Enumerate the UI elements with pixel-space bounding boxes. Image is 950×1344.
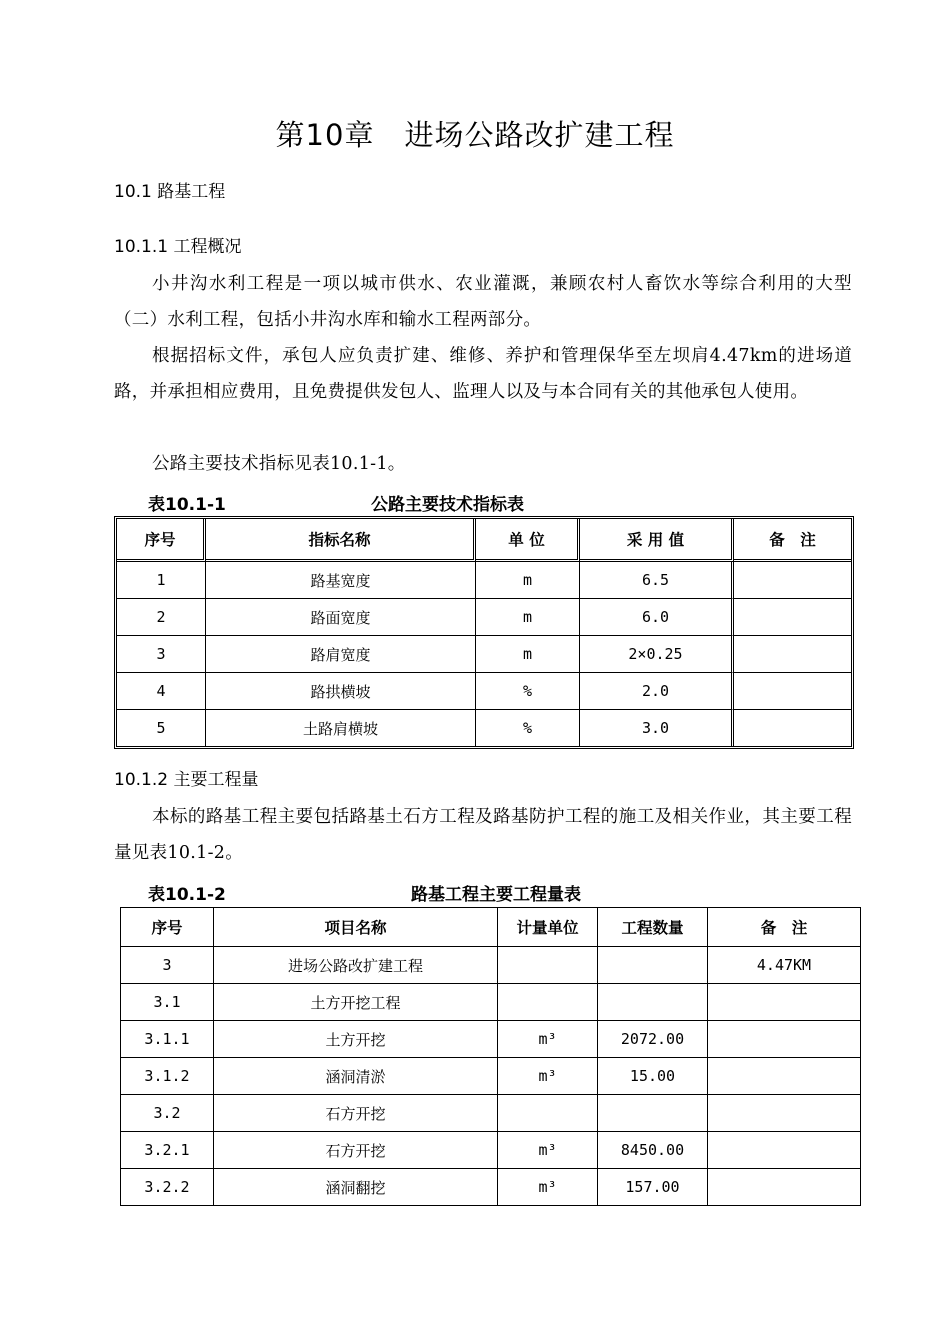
header-cell: 指标名称: [206, 519, 476, 562]
paragraph-quantities: 本标的路基工程主要包括路基土石方工程及路基防护工程的施工及相关作业，其主要工程量见表10.1-2。: [114, 807, 852, 863]
section-heading-10-1-2: 10.1.2 主要工程量: [114, 770, 259, 790]
table-cell: %: [476, 673, 580, 710]
table-cell: 4.47KM: [708, 947, 860, 984]
paragraph-table-ref: 公路主要技术指标见表10.1-1。: [152, 454, 406, 474]
table-cell: 3: [121, 947, 214, 984]
table-cell: [708, 1169, 860, 1205]
header-cell: 序号: [117, 519, 206, 562]
table-cell: [598, 947, 708, 984]
table-cell: m³: [498, 1058, 598, 1095]
table-cell: 3: [117, 636, 206, 673]
table-cell: 15.00: [598, 1058, 708, 1095]
table-cell: [734, 673, 851, 710]
table-cell: 3.1: [121, 984, 214, 1021]
section-heading-10-1-1: 10.1.1 工程概况: [114, 237, 242, 257]
paragraph-tender: 根据招标文件，承包人应负责扩建、维修、养护和管理保华至左坝肩4.47km的进场道路，并承担相应费用，且免费提供发包人、监理人以及与本合同有关的其他承包人使用。: [114, 346, 852, 402]
table-row: [117, 673, 851, 710]
header-cell: 备 注: [734, 519, 851, 562]
section-heading-10-1: 10.1 路基工程: [114, 182, 226, 202]
table-cell: 土方开挖: [214, 1021, 498, 1058]
table-cell: [708, 1095, 860, 1132]
table-cell: [734, 599, 851, 636]
table2-caption-title: 路基工程主要工程量表: [411, 885, 581, 905]
table-row: [121, 1095, 860, 1132]
table-cell: 6.0: [580, 599, 734, 636]
table-cell: m: [476, 636, 580, 673]
table-cell: 土方开挖工程: [214, 984, 498, 1021]
table-cell: 石方开挖: [214, 1132, 498, 1169]
header-cell: 单 位: [476, 519, 580, 562]
table-header-row: [117, 519, 851, 562]
table-row: [117, 599, 851, 636]
table-row: [117, 636, 851, 673]
table-row: [121, 1132, 860, 1169]
technical-index-table: [114, 516, 854, 749]
header-cell: 工程数量: [598, 908, 708, 947]
table-cell: 涵洞翻挖: [214, 1169, 498, 1205]
table-cell: [498, 947, 598, 984]
table-cell: m: [476, 562, 580, 599]
table-cell: 3.2.1: [121, 1132, 214, 1169]
table-cell: 3.1.2: [121, 1058, 214, 1095]
table-cell: 进场公路改扩建工程: [214, 947, 498, 984]
table-cell: [498, 1095, 598, 1132]
table-cell: 2072.00: [598, 1021, 708, 1058]
table-cell: %: [476, 710, 580, 746]
table-cell: 6.5: [580, 562, 734, 599]
table-cell: [734, 636, 851, 673]
header-cell: 序号: [121, 908, 214, 947]
quantity-table: [120, 907, 861, 1206]
header-cell: 备 注: [708, 908, 860, 947]
table1-caption-title: 公路主要技术指标表: [371, 495, 524, 515]
table-cell: 157.00: [598, 1169, 708, 1205]
table-cell: [708, 1058, 860, 1095]
table-cell: 路面宽度: [206, 599, 476, 636]
table-cell: [598, 1095, 708, 1132]
table-cell: 3.0: [580, 710, 734, 746]
table-cell: [734, 562, 851, 599]
table-cell: [708, 1132, 860, 1169]
table1-caption-number: 表10.1-1: [148, 495, 226, 515]
table-row: [121, 1058, 860, 1095]
table-cell: [708, 984, 860, 1021]
header-cell: 项目名称: [214, 908, 498, 947]
table2-caption-number: 表10.1-2: [148, 885, 226, 905]
table-cell: 3.2.2: [121, 1169, 214, 1205]
table-header-row: [121, 908, 860, 947]
table-cell: 涵洞清淤: [214, 1058, 498, 1095]
header-cell: 计量单位: [498, 908, 598, 947]
table-cell: m³: [498, 1132, 598, 1169]
table-cell: m³: [498, 1169, 598, 1205]
table-cell: m: [476, 599, 580, 636]
table-row: [121, 947, 860, 984]
table-row: [121, 1169, 860, 1205]
table-cell: 2×0.25: [580, 636, 734, 673]
table-cell: m³: [498, 1021, 598, 1058]
table-row: [117, 562, 851, 599]
table-cell: 石方开挖: [214, 1095, 498, 1132]
table-cell: 4: [117, 673, 206, 710]
table-cell: 1: [117, 562, 206, 599]
table-cell: 2: [117, 599, 206, 636]
table-row: [121, 1021, 860, 1058]
table-cell: 2.0: [580, 673, 734, 710]
header-cell: 采 用 值: [580, 519, 734, 562]
table-cell: [498, 984, 598, 1021]
table-cell: 5: [117, 710, 206, 746]
chapter-title: 第10章 进场公路改扩建工程: [275, 118, 675, 152]
table-cell: 路基宽度: [206, 562, 476, 599]
table-cell: 土路肩横坡: [206, 710, 476, 746]
table-cell: [734, 710, 851, 746]
table-row: [117, 710, 851, 746]
table-cell: 8450.00: [598, 1132, 708, 1169]
paragraph-overview: 小井沟水利工程是一项以城市供水、农业灌溉，兼顾农村人畜饮水等综合利用的大型（二）水利工程，包括小井沟水库和输水工程两部分。: [114, 274, 852, 330]
table-cell: 路肩宽度: [206, 636, 476, 673]
table-cell: [708, 1021, 860, 1058]
table-cell: 路拱横坡: [206, 673, 476, 710]
table-cell: 3.2: [121, 1095, 214, 1132]
table-row: [121, 984, 860, 1021]
table-cell: 3.1.1: [121, 1021, 214, 1058]
table-cell: [598, 984, 708, 1021]
